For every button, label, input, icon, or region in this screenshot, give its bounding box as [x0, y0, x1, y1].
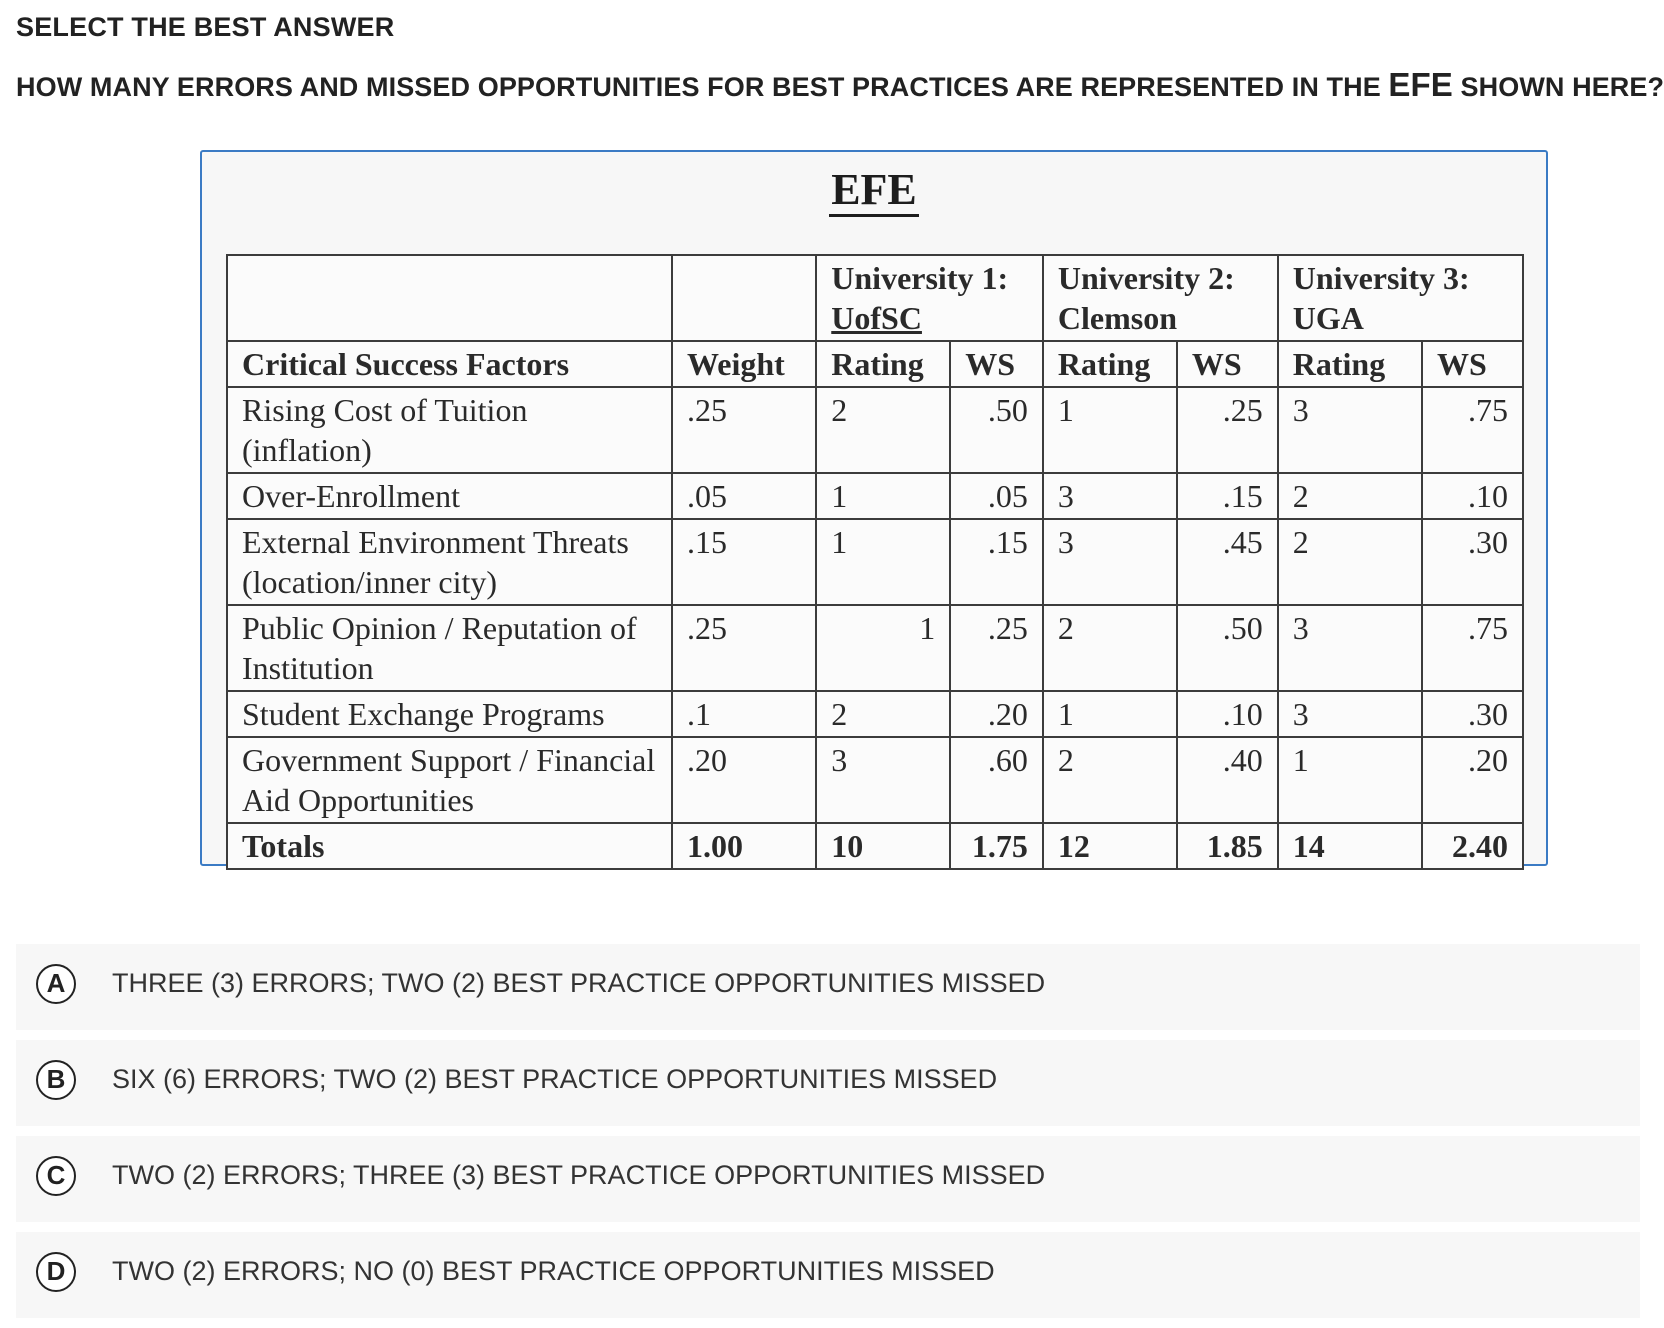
rating-total: 14 [1278, 823, 1422, 869]
ws-header: WS [950, 341, 1043, 387]
rating-cell: 3 [1043, 473, 1177, 519]
ws-total: 1.75 [950, 823, 1043, 869]
blank-cell [227, 255, 672, 341]
rating-total: 10 [816, 823, 950, 869]
rating-cell: 3 [1278, 605, 1422, 691]
table-row [227, 691, 1523, 737]
totals-label: Totals [227, 823, 672, 869]
option-letter-badge: C [36, 1156, 76, 1196]
factor-header: Critical Success Factors [227, 341, 672, 387]
ws-total: 2.40 [1422, 823, 1523, 869]
rating-header: Rating [816, 341, 950, 387]
weight-cell: .25 [672, 605, 816, 691]
option-text: THREE (3) ERRORS; TWO (2) BEST PRACTICE OPPORTUNITIES MISSED [112, 968, 1046, 998]
rating-header: Rating [1278, 341, 1422, 387]
rating-cell: 1 [816, 519, 950, 605]
rating-cell: 2 [816, 691, 950, 737]
question-text [16, 66, 1664, 104]
ws-header: WS [1422, 341, 1523, 387]
efe-figure [200, 150, 1548, 866]
answer-option-a[interactable] [16, 944, 1640, 1030]
instruction-heading: SELECT THE BEST ANSWER [16, 12, 395, 42]
ws-total: 1.85 [1177, 823, 1278, 869]
column-header-row [227, 341, 1523, 387]
rating-cell: 1 [1043, 387, 1177, 473]
weight-cell: .20 [672, 737, 816, 823]
efe-title-text: EFE [829, 165, 919, 217]
university-2-header [1043, 255, 1278, 341]
university-3-name: University 3: [1292, 260, 1470, 296]
option-letter-badge: B [36, 1060, 76, 1100]
university-2-name: University 2: [1057, 260, 1235, 296]
ws-cell: .15 [1177, 473, 1278, 519]
university-3-abbrev: UGA [1292, 300, 1364, 336]
option-letter-badge: D [36, 1252, 76, 1292]
ws-header: WS [1177, 341, 1278, 387]
ws-cell: .30 [1422, 691, 1523, 737]
ws-cell: .25 [950, 605, 1043, 691]
efe-table [226, 254, 1524, 870]
university-3-header [1278, 255, 1523, 341]
ws-cell: .30 [1422, 519, 1523, 605]
ws-cell: .75 [1422, 605, 1523, 691]
factor-cell: Public Opinion / Reputation of Institution [227, 605, 672, 691]
university-1-abbrev: UofSC [831, 300, 922, 336]
rating-cell: 3 [1278, 387, 1422, 473]
weight-cell: .25 [672, 387, 816, 473]
ws-cell: .40 [1177, 737, 1278, 823]
ws-cell: .75 [1422, 387, 1523, 473]
factor-cell: Government Support / Financial Aid Opportunities [227, 737, 672, 823]
weight-header: Weight [672, 341, 816, 387]
answer-options [16, 944, 1640, 1328]
ws-cell: .20 [950, 691, 1043, 737]
table-row [227, 737, 1523, 823]
ws-cell: .15 [950, 519, 1043, 605]
weight-cell: .1 [672, 691, 816, 737]
rating-cell: 2 [1278, 519, 1422, 605]
ws-cell: .50 [1177, 605, 1278, 691]
rating-header: Rating [1043, 341, 1177, 387]
ws-cell: .20 [1422, 737, 1523, 823]
question-text-end: SHOWN HERE? [1452, 72, 1664, 102]
table-row [227, 473, 1523, 519]
rating-cell: 3 [1043, 519, 1177, 605]
question-emphasis: EFE [1388, 66, 1453, 103]
rating-cell: 1 [816, 473, 950, 519]
option-text: TWO (2) ERRORS; THREE (3) BEST PRACTICE OPPORTUNITIES MISSED [112, 1160, 1046, 1190]
ws-cell: .10 [1422, 473, 1523, 519]
question-text-start: HOW MANY ERRORS AND MISSED OPPORTUNITIES FOR BEST PRACTICES ARE REPRESENTED IN THE [16, 72, 1389, 102]
university-1-name: University 1: [831, 260, 1009, 296]
rating-cell: 2 [1278, 473, 1422, 519]
table-row [227, 387, 1523, 473]
university-1-header [816, 255, 1043, 341]
ws-cell: .05 [950, 473, 1043, 519]
option-letter-badge: A [36, 964, 76, 1004]
ws-cell: .25 [1177, 387, 1278, 473]
rating-cell: 2 [1043, 605, 1177, 691]
university-2-abbrev: Clemson [1057, 300, 1177, 336]
efe-title [202, 164, 1546, 215]
blank-cell [672, 255, 816, 341]
answer-option-b[interactable] [16, 1040, 1640, 1126]
answer-option-d[interactable] [16, 1232, 1640, 1318]
rating-total: 12 [1043, 823, 1177, 869]
ws-cell: .50 [950, 387, 1043, 473]
rating-cell: 2 [1043, 737, 1177, 823]
option-text: TWO (2) ERRORS; NO (0) BEST PRACTICE OPPORTUNITIES MISSED [112, 1256, 995, 1286]
weight-cell: .05 [672, 473, 816, 519]
rating-cell: 2 [816, 387, 950, 473]
totals-row [227, 823, 1523, 869]
rating-cell: 1 [1278, 737, 1422, 823]
university-header-row [227, 255, 1523, 341]
table-row [227, 519, 1523, 605]
weight-cell: .15 [672, 519, 816, 605]
factor-cell: Rising Cost of Tuition (inflation) [227, 387, 672, 473]
factor-cell: Student Exchange Programs [227, 691, 672, 737]
rating-cell: 1 [1043, 691, 1177, 737]
factor-cell: External Environment Threats (location/inner city) [227, 519, 672, 605]
answer-option-c[interactable] [16, 1136, 1640, 1222]
ws-cell: .45 [1177, 519, 1278, 605]
rating-cell: 3 [816, 737, 950, 823]
weight-total: 1.00 [672, 823, 816, 869]
factor-cell: Over-Enrollment [227, 473, 672, 519]
option-text: SIX (6) ERRORS; TWO (2) BEST PRACTICE OPPORTUNITIES MISSED [112, 1064, 998, 1094]
ws-cell: .10 [1177, 691, 1278, 737]
ws-cell: .60 [950, 737, 1043, 823]
rating-cell: 1 [816, 605, 950, 691]
table-row [227, 605, 1523, 691]
rating-cell: 3 [1278, 691, 1422, 737]
